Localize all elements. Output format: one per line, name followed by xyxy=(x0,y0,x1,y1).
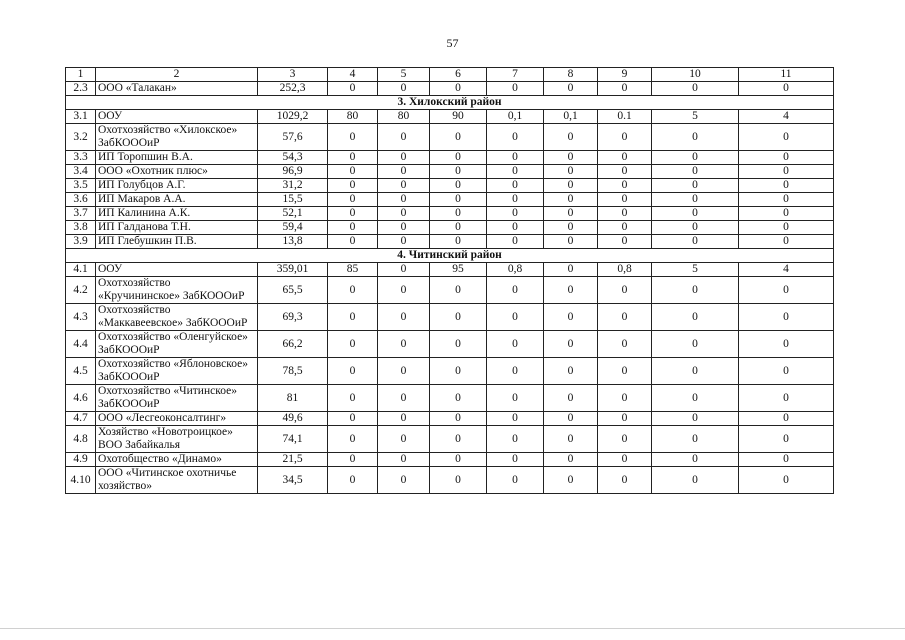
header-cell-col-7: 7 xyxy=(487,68,544,82)
cell-col-11: 0 xyxy=(739,165,834,179)
cell-col-name: Охотхозяйство «Кручининское» ЗабКОООиР xyxy=(96,277,258,304)
cell-col-8: 0 xyxy=(544,426,598,453)
cell-col-10: 0 xyxy=(652,151,739,165)
cell-col-num: 2.3 xyxy=(66,82,96,96)
table-row xyxy=(66,82,834,96)
table-row xyxy=(66,263,834,277)
cell-col-area: 52,1 xyxy=(258,207,328,221)
cell-col-5: 0 xyxy=(378,426,430,453)
cell-col-4: 0 xyxy=(328,235,378,249)
cell-col-7: 0 xyxy=(487,467,544,494)
cell-col-8: 0 xyxy=(544,453,598,467)
cell-col-area: 252,3 xyxy=(258,82,328,96)
cell-col-11: 4 xyxy=(739,110,834,124)
table-row xyxy=(66,165,834,179)
cell-col-area: 13,8 xyxy=(258,235,328,249)
cell-col-num: 4.4 xyxy=(66,331,96,358)
cell-col-name: ООО «Талакан» xyxy=(96,82,258,96)
cell-col-6: 0 xyxy=(430,331,487,358)
cell-col-6: 0 xyxy=(430,453,487,467)
cell-col-4: 0 xyxy=(328,453,378,467)
cell-col-10: 0 xyxy=(652,165,739,179)
table-row xyxy=(66,331,834,358)
cell-col-name: ИП Макаров А.А. xyxy=(96,193,258,207)
cell-col-4: 0 xyxy=(328,277,378,304)
cell-col-6: 0 xyxy=(430,385,487,412)
cell-col-num: 3.5 xyxy=(66,179,96,193)
page-number: 57 xyxy=(446,36,459,50)
cell-col-8: 0 xyxy=(544,331,598,358)
cell-col-num: 3.7 xyxy=(66,207,96,221)
cell-col-num: 4.2 xyxy=(66,277,96,304)
cell-col-area: 65,5 xyxy=(258,277,328,304)
cell-col-8: 0 xyxy=(544,358,598,385)
cell-col-5: 0 xyxy=(378,467,430,494)
cell-col-6: 0 xyxy=(430,151,487,165)
cell-col-11: 0 xyxy=(739,179,834,193)
cell-col-5: 0 xyxy=(378,207,430,221)
cell-col-6: 90 xyxy=(430,110,487,124)
cell-col-7: 0 xyxy=(487,358,544,385)
cell-col-9: 0 xyxy=(598,151,652,165)
cell-col-num: 3.9 xyxy=(66,235,96,249)
cell-col-5: 0 xyxy=(378,263,430,277)
cell-col-11: 0 xyxy=(739,151,834,165)
header-cell-col-4: 4 xyxy=(328,68,378,82)
cell-col-4: 85 xyxy=(328,263,378,277)
cell-col-6: 0 xyxy=(430,82,487,96)
cell-col-9: 0 xyxy=(598,235,652,249)
cell-col-11: 0 xyxy=(739,385,834,412)
cell-col-10: 0 xyxy=(652,221,739,235)
table-row xyxy=(66,151,834,165)
cell-col-5: 0 xyxy=(378,193,430,207)
cell-col-9: 0 xyxy=(598,331,652,358)
cell-col-8: 0 xyxy=(544,304,598,331)
table-row xyxy=(66,304,834,331)
cell-col-11: 0 xyxy=(739,358,834,385)
cell-col-name: Охотобщество «Динамо» xyxy=(96,453,258,467)
cell-col-7: 0 xyxy=(487,277,544,304)
cell-col-6: 0 xyxy=(430,235,487,249)
cell-col-5: 0 xyxy=(378,82,430,96)
cell-col-area: 15,5 xyxy=(258,193,328,207)
cell-col-5: 0 xyxy=(378,124,430,151)
cell-col-11: 0 xyxy=(739,426,834,453)
cell-col-9: 0 xyxy=(598,165,652,179)
cell-col-area: 359,01 xyxy=(258,263,328,277)
cell-col-name: ИП Калинина А.К. xyxy=(96,207,258,221)
cell-col-num: 3.6 xyxy=(66,193,96,207)
cell-col-9: 0 xyxy=(598,358,652,385)
cell-col-6: 0 xyxy=(430,221,487,235)
cell-col-11: 0 xyxy=(739,453,834,467)
cell-col-9: 0 xyxy=(598,412,652,426)
cell-col-7: 0 xyxy=(487,221,544,235)
cell-col-num: 3.2 xyxy=(66,124,96,151)
cell-col-num: 4.9 xyxy=(66,453,96,467)
cell-col-7: 0 xyxy=(487,82,544,96)
cell-col-4: 0 xyxy=(328,331,378,358)
cell-col-name: ООО «Читинское охотничье хозяйство» xyxy=(96,467,258,494)
cell-col-area: 1029,2 xyxy=(258,110,328,124)
cell-col-11: 0 xyxy=(739,193,834,207)
cell-col-8: 0 xyxy=(544,165,598,179)
header-cell-col-9: 9 xyxy=(598,68,652,82)
cell-col-11: 0 xyxy=(739,221,834,235)
cell-col-name: Хозяйство «Новотроицкое» ВОО Забайкалья xyxy=(96,426,258,453)
cell-col-10: 0 xyxy=(652,235,739,249)
table-body xyxy=(66,68,834,494)
section-row xyxy=(66,249,834,263)
cell-col-name: ИП Голубцов А.Г. xyxy=(96,179,258,193)
cell-col-name: ИП Галданова Т.Н. xyxy=(96,221,258,235)
cell-col-6: 0 xyxy=(430,124,487,151)
cell-col-10: 0 xyxy=(652,412,739,426)
cell-col-6: 0 xyxy=(430,207,487,221)
cell-col-9: 0.1 xyxy=(598,110,652,124)
header-cell-col-10: 10 xyxy=(652,68,739,82)
cell-col-6: 0 xyxy=(430,304,487,331)
cell-col-area: 66,2 xyxy=(258,331,328,358)
cell-col-5: 0 xyxy=(378,385,430,412)
cell-col-8: 0 xyxy=(544,263,598,277)
cell-col-10: 0 xyxy=(652,179,739,193)
header-cell-col-11: 11 xyxy=(739,68,834,82)
table-row xyxy=(66,453,834,467)
cell-col-7: 0 xyxy=(487,124,544,151)
cell-col-9: 0 xyxy=(598,193,652,207)
table-row xyxy=(66,207,834,221)
cell-col-7: 0 xyxy=(487,453,544,467)
cell-col-num: 4.5 xyxy=(66,358,96,385)
cell-col-name: Охотхозяйство «Маккавеевское» ЗабКОООиР xyxy=(96,304,258,331)
cell-col-6: 0 xyxy=(430,358,487,385)
cell-col-num: 3.1 xyxy=(66,110,96,124)
cell-col-9: 0 xyxy=(598,124,652,151)
scan-edge-line xyxy=(0,628,905,629)
cell-col-6: 0 xyxy=(430,277,487,304)
cell-col-5: 0 xyxy=(378,179,430,193)
header-cell-col-5: 5 xyxy=(378,68,430,82)
cell-col-8: 0 xyxy=(544,207,598,221)
cell-col-6: 0 xyxy=(430,165,487,179)
header-cell-col-num: 1 xyxy=(66,68,96,82)
cell-col-10: 0 xyxy=(652,331,739,358)
cell-col-4: 80 xyxy=(328,110,378,124)
cell-col-area: 54,3 xyxy=(258,151,328,165)
cell-col-7: 0,1 xyxy=(487,110,544,124)
cell-col-10: 0 xyxy=(652,277,739,304)
cell-col-5: 0 xyxy=(378,277,430,304)
cell-col-9: 0 xyxy=(598,453,652,467)
cell-col-11: 0 xyxy=(739,277,834,304)
cell-col-6: 0 xyxy=(430,412,487,426)
cell-col-8: 0 xyxy=(544,385,598,412)
table-row xyxy=(66,124,834,151)
cell-col-7: 0 xyxy=(487,235,544,249)
cell-col-7: 0 xyxy=(487,331,544,358)
cell-col-name: ООО «Охотник плюс» xyxy=(96,165,258,179)
cell-col-11: 0 xyxy=(739,82,834,96)
cell-col-num: 3.3 xyxy=(66,151,96,165)
section-title: 3. Хилокский район xyxy=(66,96,834,110)
cell-col-7: 0 xyxy=(487,151,544,165)
cell-col-4: 0 xyxy=(328,165,378,179)
table-row xyxy=(66,385,834,412)
cell-col-4: 0 xyxy=(328,221,378,235)
cell-col-area: 31,2 xyxy=(258,179,328,193)
cell-col-4: 0 xyxy=(328,151,378,165)
cell-col-name: Охотхозяйство «Оленгуйское» ЗабКОООиР xyxy=(96,331,258,358)
cell-col-5: 0 xyxy=(378,412,430,426)
cell-col-5: 0 xyxy=(378,165,430,179)
cell-col-5: 0 xyxy=(378,221,430,235)
cell-col-num: 4.1 xyxy=(66,263,96,277)
table-row xyxy=(66,426,834,453)
cell-col-num: 4.7 xyxy=(66,412,96,426)
cell-col-8: 0 xyxy=(544,179,598,193)
cell-col-6: 95 xyxy=(430,263,487,277)
cell-col-area: 49,6 xyxy=(258,412,328,426)
table-row xyxy=(66,221,834,235)
cell-col-num: 4.6 xyxy=(66,385,96,412)
cell-col-6: 0 xyxy=(430,193,487,207)
cell-col-name: ООО «Лесгеоконсалтинг» xyxy=(96,412,258,426)
cell-col-name: ООУ xyxy=(96,263,258,277)
cell-col-11: 0 xyxy=(739,124,834,151)
cell-col-6: 0 xyxy=(430,179,487,193)
cell-col-7: 0 xyxy=(487,193,544,207)
cell-col-9: 0 xyxy=(598,277,652,304)
cell-col-9: 0 xyxy=(598,82,652,96)
cell-col-num: 4.3 xyxy=(66,304,96,331)
cell-col-11: 0 xyxy=(739,467,834,494)
cell-col-8: 0 xyxy=(544,221,598,235)
data-table xyxy=(65,67,834,494)
table-row xyxy=(66,358,834,385)
cell-col-9: 0 xyxy=(598,221,652,235)
cell-col-5: 80 xyxy=(378,110,430,124)
cell-col-area: 34,5 xyxy=(258,467,328,494)
table-row xyxy=(66,193,834,207)
cell-col-5: 0 xyxy=(378,304,430,331)
cell-col-9: 0,8 xyxy=(598,263,652,277)
cell-col-10: 0 xyxy=(652,358,739,385)
cell-col-7: 0,8 xyxy=(487,263,544,277)
cell-col-5: 0 xyxy=(378,358,430,385)
cell-col-7: 0 xyxy=(487,426,544,453)
cell-col-8: 0 xyxy=(544,412,598,426)
cell-col-7: 0 xyxy=(487,304,544,331)
cell-col-4: 0 xyxy=(328,358,378,385)
cell-col-area: 96,9 xyxy=(258,165,328,179)
cell-col-8: 0 xyxy=(544,82,598,96)
cell-col-11: 0 xyxy=(739,304,834,331)
cell-col-5: 0 xyxy=(378,235,430,249)
cell-col-6: 0 xyxy=(430,467,487,494)
cell-col-10: 0 xyxy=(652,426,739,453)
cell-col-4: 0 xyxy=(328,426,378,453)
cell-col-8: 0 xyxy=(544,124,598,151)
cell-col-name: ИП Торопшин В.А. xyxy=(96,151,258,165)
cell-col-9: 0 xyxy=(598,385,652,412)
cell-col-4: 0 xyxy=(328,412,378,426)
cell-col-8: 0 xyxy=(544,277,598,304)
header-cell-col-6: 6 xyxy=(430,68,487,82)
cell-col-10: 0 xyxy=(652,304,739,331)
cell-col-num: 4.8 xyxy=(66,426,96,453)
cell-col-7: 0 xyxy=(487,385,544,412)
cell-col-4: 0 xyxy=(328,82,378,96)
cell-col-11: 0 xyxy=(739,235,834,249)
cell-col-4: 0 xyxy=(328,193,378,207)
header-cell-col-name: 2 xyxy=(96,68,258,82)
cell-col-7: 0 xyxy=(487,207,544,221)
cell-col-8: 0 xyxy=(544,151,598,165)
cell-col-4: 0 xyxy=(328,385,378,412)
cell-col-area: 21,5 xyxy=(258,453,328,467)
cell-col-7: 0 xyxy=(487,165,544,179)
cell-col-4: 0 xyxy=(328,179,378,193)
cell-col-5: 0 xyxy=(378,151,430,165)
cell-col-9: 0 xyxy=(598,467,652,494)
cell-col-10: 0 xyxy=(652,207,739,221)
cell-col-4: 0 xyxy=(328,467,378,494)
section-row xyxy=(66,96,834,110)
cell-col-10: 0 xyxy=(652,467,739,494)
cell-col-4: 0 xyxy=(328,304,378,331)
table-row xyxy=(66,110,834,124)
cell-col-num: 3.4 xyxy=(66,165,96,179)
cell-col-10: 0 xyxy=(652,124,739,151)
cell-col-11: 0 xyxy=(739,412,834,426)
table-header-row xyxy=(66,68,834,82)
cell-col-7: 0 xyxy=(487,412,544,426)
table-row xyxy=(66,467,834,494)
header-cell-col-area: 3 xyxy=(258,68,328,82)
cell-col-name: Охотхозяйство «Читинское» ЗабКОООиР xyxy=(96,385,258,412)
cell-col-6: 0 xyxy=(430,426,487,453)
cell-col-num: 4.10 xyxy=(66,467,96,494)
cell-col-8: 0 xyxy=(544,467,598,494)
cell-col-10: 0 xyxy=(652,82,739,96)
table-row xyxy=(66,277,834,304)
cell-col-name: Охотхозяйство «Хилокское» ЗабКОООиР xyxy=(96,124,258,151)
cell-col-5: 0 xyxy=(378,331,430,358)
cell-col-area: 74,1 xyxy=(258,426,328,453)
cell-col-11: 0 xyxy=(739,331,834,358)
cell-col-area: 78,5 xyxy=(258,358,328,385)
cell-col-name: ООУ xyxy=(96,110,258,124)
cell-col-area: 59,4 xyxy=(258,221,328,235)
cell-col-11: 4 xyxy=(739,263,834,277)
cell-col-9: 0 xyxy=(598,179,652,193)
table-row xyxy=(66,179,834,193)
cell-col-num: 3.8 xyxy=(66,221,96,235)
cell-col-4: 0 xyxy=(328,207,378,221)
section-title: 4. Читинский район xyxy=(66,249,834,263)
cell-col-11: 0 xyxy=(739,207,834,221)
cell-col-area: 81 xyxy=(258,385,328,412)
cell-col-9: 0 xyxy=(598,304,652,331)
cell-col-name: Охотхозяйство «Яблоновское» ЗабКОООиР xyxy=(96,358,258,385)
cell-col-4: 0 xyxy=(328,124,378,151)
table-row xyxy=(66,412,834,426)
cell-col-9: 0 xyxy=(598,207,652,221)
cell-col-area: 69,3 xyxy=(258,304,328,331)
cell-col-area: 57,6 xyxy=(258,124,328,151)
cell-col-8: 0,1 xyxy=(544,110,598,124)
cell-col-10: 5 xyxy=(652,263,739,277)
cell-col-8: 0 xyxy=(544,235,598,249)
cell-col-10: 0 xyxy=(652,385,739,412)
cell-col-name: ИП Глебушкин П.В. xyxy=(96,235,258,249)
cell-col-10: 0 xyxy=(652,453,739,467)
header-cell-col-8: 8 xyxy=(544,68,598,82)
cell-col-7: 0 xyxy=(487,179,544,193)
cell-col-10: 0 xyxy=(652,193,739,207)
cell-col-8: 0 xyxy=(544,193,598,207)
table-row xyxy=(66,235,834,249)
cell-col-9: 0 xyxy=(598,426,652,453)
cell-col-10: 5 xyxy=(652,110,739,124)
cell-col-5: 0 xyxy=(378,453,430,467)
